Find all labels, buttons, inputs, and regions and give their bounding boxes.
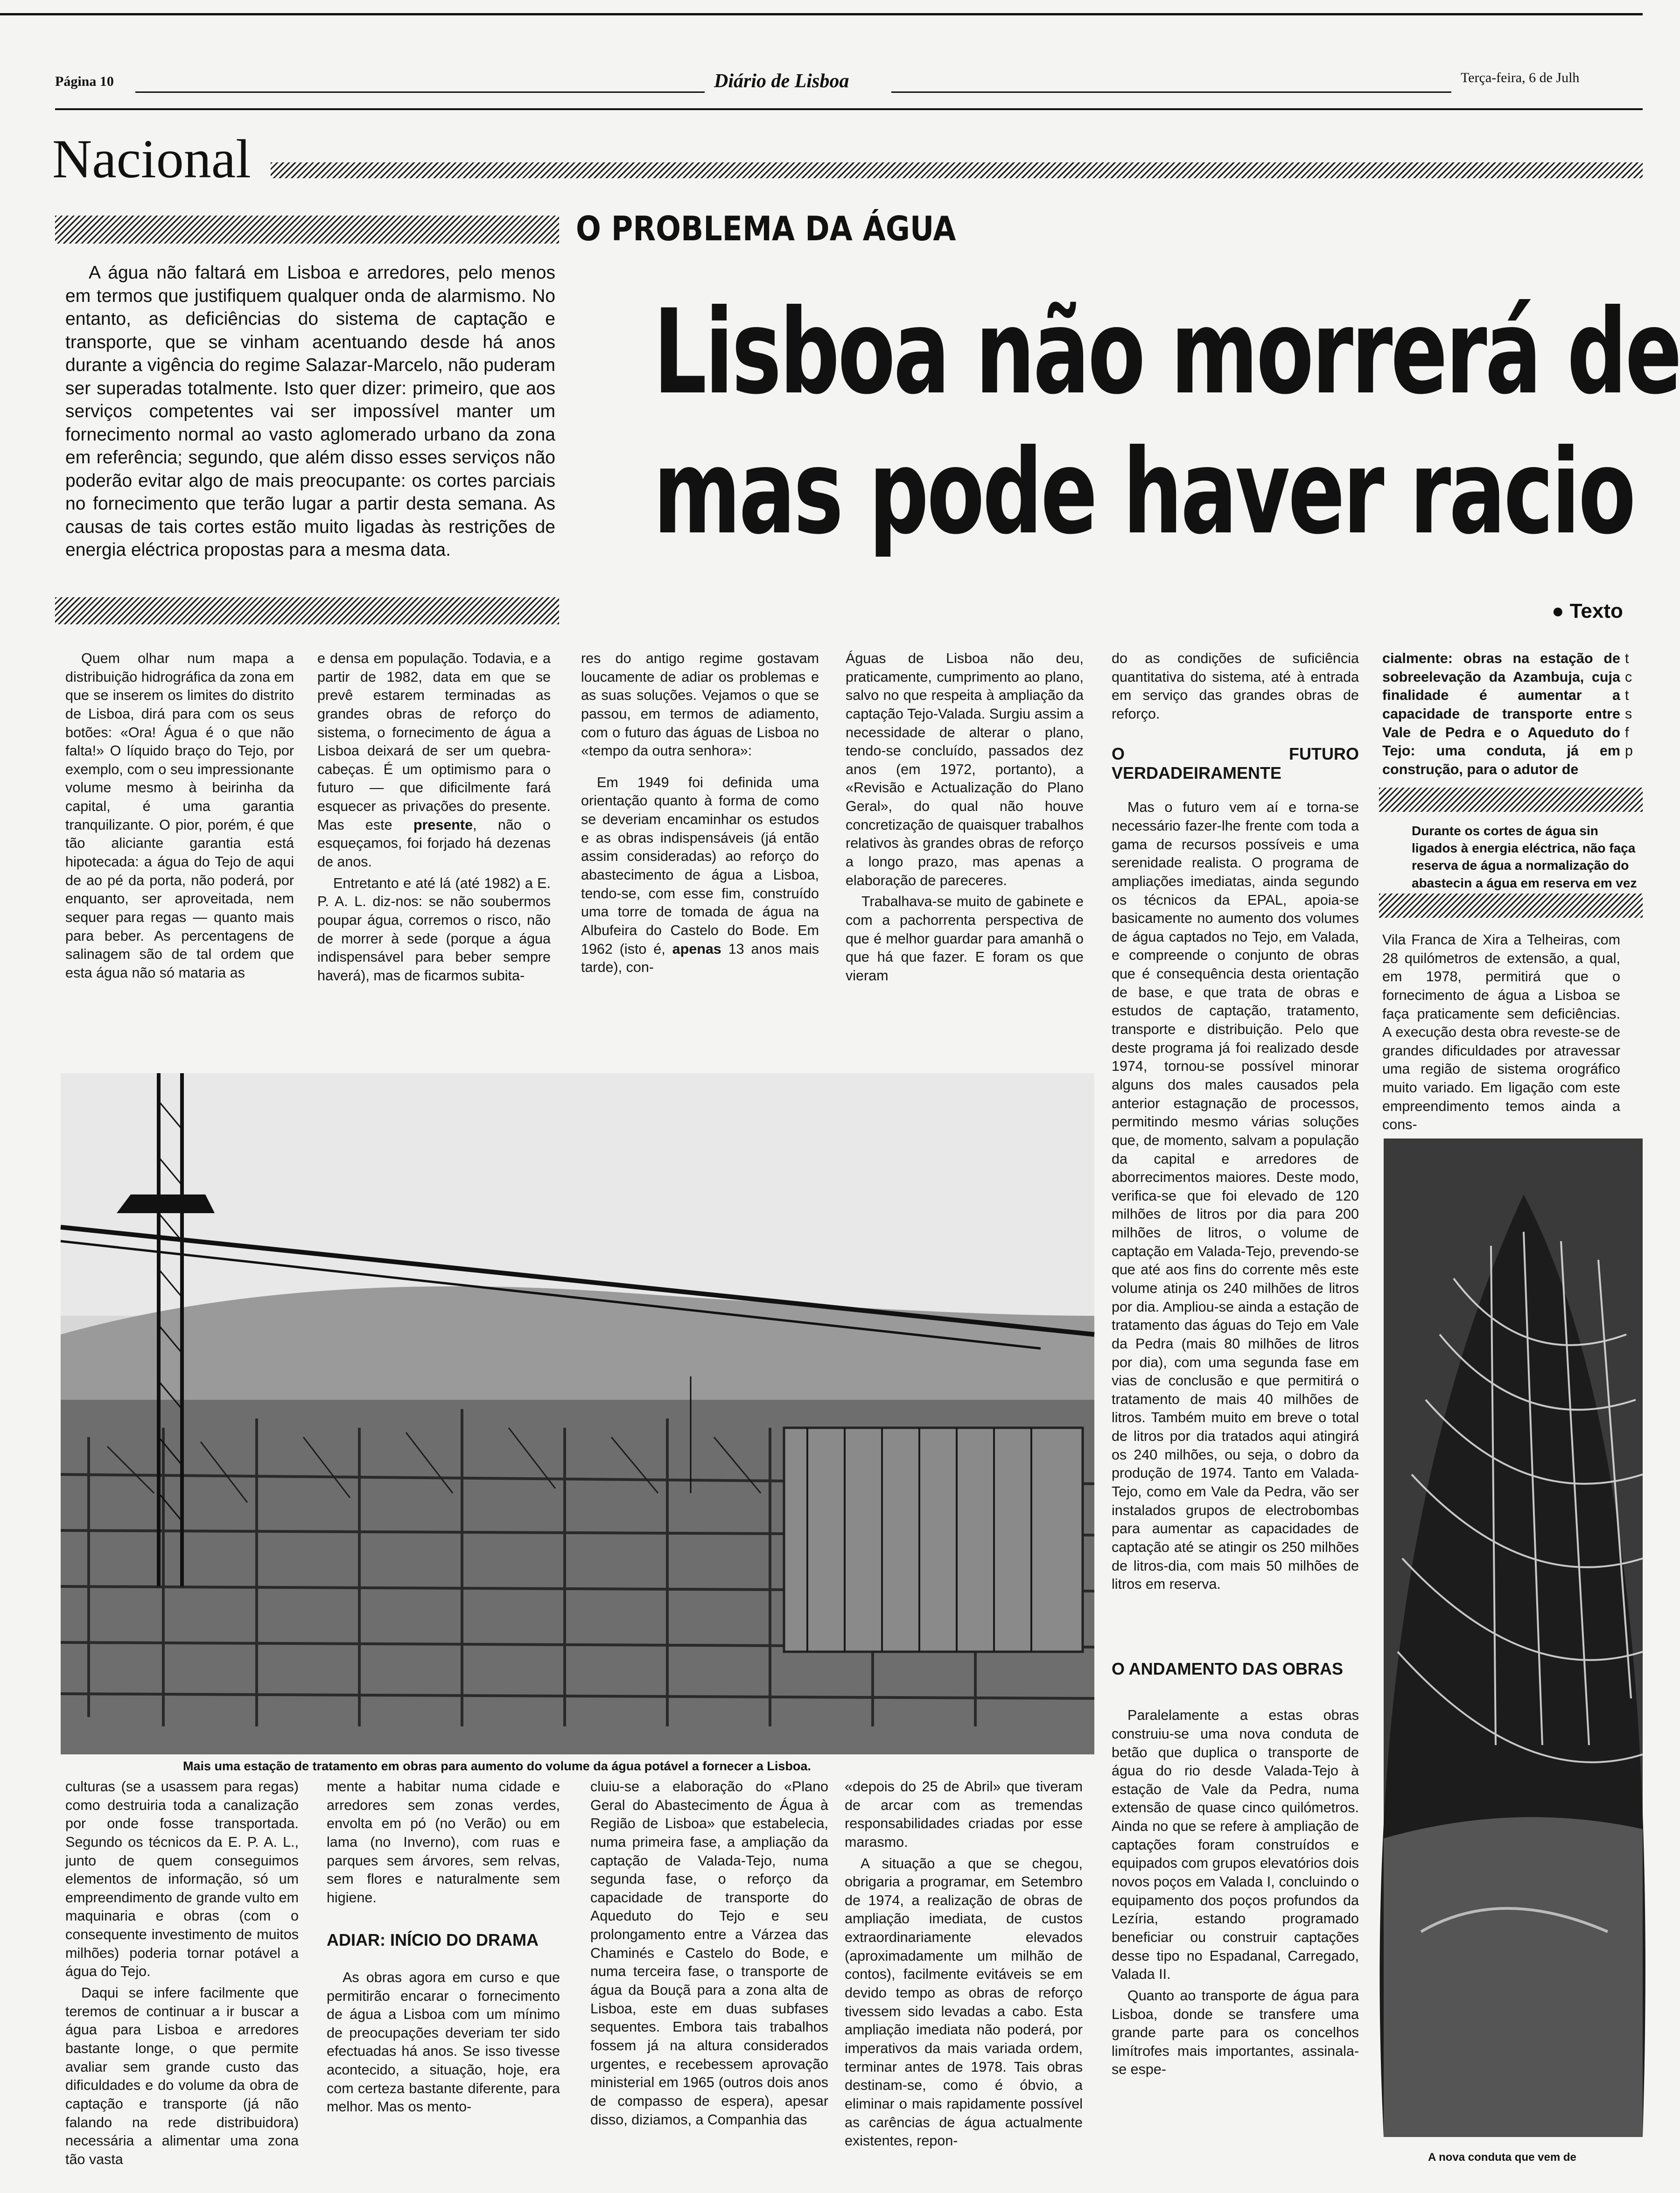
column-3-emphasis: apenas <box>672 941 721 957</box>
clipped-letter: t <box>1625 687 1629 704</box>
column-1-top-text: Quem olhar num mapa a distribuição hidrográfica da zona em que se inserem os limites do distrito de Lisboa, dirá para com os seus botões: «Ora! Água é o que não falta!» O líquido braço do Tejo, por exemplo, com o seu impressionante volume mesmo à beirinha da capital, é uma garantia tranquilizante. O pior, porém, é que tão aliciante garantia está hipotecada: a água do Tejo de aqui de ao pé da porta, não poderá, por enquanto, ser aproveitada, nem sequer para regas — quanto mais para beber. As percentagens de salinagem são de tal ordem que esta água não só mataria as <box>65 650 294 981</box>
pipe-tunnel-image <box>1384 1138 1643 2137</box>
issue-date: Terça-feira, 6 de Julh <box>1461 70 1580 85</box>
clipped-letter: f <box>1625 724 1629 740</box>
column-1-bottom <box>65 1778 299 2188</box>
column-7-clipped <box>1625 650 1639 775</box>
column-5-paragraph-1: Mas o futuro vem aí e torna-se necessário fazer-lhe frente com toda a gama de recursos possíveis e uma serenidade realista. O programa de ampliações imediatas, ainda segundo os técnicos da EPAL, apoia-se basicamente no aumento dos volumes de água captados no Tejo, em Valada, e compreende o conjunto de obras que é consequência desta orientação de base, e que trata de obras e estudos de captação, tratamento, transporte e distribuição. Pelo que deste programa já foi realizado desde 1974, tornou-se possível minorar alguns dos males causados pela anterior estagnação de processos, permitindo mesmo várias soluções que, de momento, salvam a população da capital e arredores de aborrecimentos maiores. Deste modo, verifica-se que foi elevado de 120 milhões de litros por dia para 200 milhões de litros, o volume de captação em Valada-Tejo, prevendo-se que até aos fins do corrente mês este volume atinja os 240 milhões de litros por dia. Ampliou-se ainda a estação de tratamento das águas do Tejo em Vale da Pedra (mais 80 milhões de litros por dia), com uma segunda fase em vias de conclusão e que permitirá o tratamento de mais 40 milhões de litros. Também muito em breve o total de litros por dia tratados aqui atingirá os 240 milhões, ou seja, o dobro da produção de 1974. Tanto em Valada-Tejo, como em Vale da Pedra, vão ser instalados grupos de electrobombas para aumentar as capacidades de captação até se atingir os 250 milhões de litros-dia, com mais 50 milhões de litros em reserva. <box>1112 799 1359 1592</box>
box-hatch-top <box>1379 788 1643 812</box>
column-6-top <box>1382 650 1620 775</box>
tunnel-photo <box>1384 1138 1643 2137</box>
lead-hatch-top <box>55 216 559 244</box>
column-3-top-text-c: 13 anos mais tarde), con- <box>581 941 819 976</box>
tunnel-caption: A nova conduta que vem de <box>1428 2151 1576 2164</box>
subhead-delay: ADIAR: INÍCIO DO DRAMA <box>327 1930 539 1950</box>
masthead-rule-left <box>135 91 705 93</box>
construction-photo <box>61 1073 1094 1754</box>
column-3-top-text: res do antigo regime gostavam loucamente de adiar os problemas e as suas soluções. Vejamos o que se passou, em termos de adiamento, com o futuro das águas de Lisboa no «tempo da outra senhora»: <box>581 650 819 759</box>
column-1-bottom-text: culturas (se a usassem para regas) como destruiria toda a canalização por onde fosse transportada. Segundo os técnicos da E. P. A. L., junto de quem conseguimos elementos de informação, só um empreendimento de grande vulto em maquinaria e obras (com o consequente investimento de muitos milhões) poderia tornar potável a água do Tejo. <box>65 1779 299 1980</box>
lead-paragraph: A água não faltará em Lisboa e arredores, pelo menos em termos que justifiquem qualquer onda de alarmismo. No entanto, as deficiências do sistema de captação e transporte, que se vinham acentuando desde há anos durante a vigência do regime Salazar-Marcelo, não puderam ser superadas totalmente. Isto quer dizer: primeiro, que aos serviços competentes vai ser impossível manter um fornecimento normal ao vasto aglomerado urbano da zona em referência; segundo, que além disso esses serviços não poderão evitar algo de mais preocupante: os cortes parciais no fornecimento que terão lugar a partir desta semana. As causas de tais cortes estão muito ligadas às restrições de energia eléctrica propostas para a mesma data. <box>65 263 555 560</box>
subhead-progress: O ANDAMENTO DAS OBRAS <box>1112 1659 1344 1678</box>
top-rule <box>0 13 1643 15</box>
column-3-top <box>581 650 819 1072</box>
column-3-bottom-text: cluiu-se a elaboração do «Plano Geral do Abastecimento de Água à Região de Lisboa» que estabelecia, numa primeira fase, a ampliação da captação de Valada-Tejo, numa segunda fase, o reforço da capacidade de transporte do Aqueduto do Tejo e seu prolongamento entre a Várzea das Chaminés e Castelo do Bode, e numa terceira fase, o transporte de água da Bouçã para a zona alta de Lisboa, este em duas subfases sequentes. Embora tais trabalhos fossem já na altura considerados urgentes, e recebessem aprovação ministerial em 1965 (outros dois anos de compasso de espera), apesar disso, diziamos, a Companhia das <box>590 1779 828 2128</box>
clipped-letter: s <box>1625 705 1632 722</box>
column-5 <box>1112 650 1359 2189</box>
column-5-intro: do as condições de suficiência quantitativa do sistema, até à entrada em serviço das grandes obras de reforço. <box>1112 650 1359 722</box>
clipped-letter: t <box>1625 650 1629 666</box>
column-2-bottom-text-b: As obras agora em curso e que permitirão encarar o fornecimento de água a Lisboa com um mínimo de preocupações deveriam ter sido efectuadas há anos. Se isso tivesse acontecido, a situação, hoje, era com certeza bastante diferente, para melhor. Mas os mento- <box>327 1969 560 2115</box>
column-2-top-text: e densa em população. Todavia, e a partir de 1982, data em que se prevê estarem terminadas as grandes obras de reforço do sistema, o fornecimento de água a Lisboa deixará de ser um quebra-cabeças. É um optimismo para o futuro — que dificilmente fará esquecer as privações do presente. Mas este <box>317 650 551 833</box>
photo-caption: Mais uma estação de tratamento em obras para aumento do volume da água potável a fornecer a Lisboa. <box>183 1759 811 1773</box>
column-5-paragraph-3: Quanto ao transporte de água para Lisboa, donde se transfere uma grande parte para os concelhos limítrofes mais importantes, assinala-se espe- <box>1112 1987 1359 2078</box>
masthead-rule-right <box>891 91 1451 93</box>
column-6-bottom <box>1382 931 1620 1133</box>
crane-construction-image <box>61 1073 1094 1754</box>
column-4-bottom-text-b: A situação a que se chegou, obrigaria a programar, em Setembro de 1974, a realização de obras de ampliação imediata, de custos extraordinariamente elevados (aproximadamente um milhão de contos), facilmente evitáveis se em devido tempo as obras de reforço tivessem sido levadas a cabo. Esta ampliação imediata não poderá, por imperativos da mais variada ordem, terminar antes de 1978. Tais obras destinam-se, como é óbvio, a eliminar o mais rapidamente possível as carências de água actualmente existentes, repon- <box>845 1855 1083 2149</box>
advice-box: Durante os cortes de água sin ligados à energia eléctrica, não faça reserva de água a normalização do abastecin a água em reserva em vez <box>1412 824 1637 890</box>
section-hatch-bar <box>271 162 1643 178</box>
column-1-top <box>65 650 294 1072</box>
kicker: O PROBLEMA DA ÁGUA <box>576 209 956 248</box>
lead-hatch-bottom <box>55 597 559 624</box>
column-2-emphasis: presente <box>413 817 473 833</box>
clipped-letter: p <box>1625 743 1633 759</box>
masthead-underline <box>55 108 1643 110</box>
byline: ● Texto <box>1552 600 1623 622</box>
headline-line-2: mas pode haver racio <box>653 424 1634 560</box>
section-title: Nacional <box>52 128 251 189</box>
column-4-top-text-b: Trabalhava-se muito de gabinete e com a pachorrenta perspectiva de que é melhor guardar para amanhã o que há que fazer. E foram os que vieram <box>846 894 1084 984</box>
newspaper-title: Diário de Lisboa <box>714 70 849 92</box>
column-4-bottom <box>845 1778 1083 2188</box>
column-6-bottom-text: Vila Franca de Xira a Telheiras, com 28 quilómetros de extensão, a qual, em 1978, permitirá que o fornecimento de água a Lisboa se faça praticamente sem deficiências. A execução desta obra reveste-se de grandes dificuldades por atravessar uma região de sistema orográfico muito variado. Em ligação com este empreendimento temos ainda a cons- <box>1382 932 1620 1133</box>
column-4-top-text: Águas de Lisboa não deu, praticamente, cumprimento ao plano, salvo no que respeita à ampliação da captação Tejo-Valada. Surgiu assim a necessidade de alterar o plano, tendo-se concluído, passados dez anos (em 1972, portanto), a «Revisão e Actualização do Plano Geral», do qual não houve concretização de quaisquer trabalhos relativos às grandes obras de reforço a longo prazo, mas apenas a elaboração de pareceres. <box>846 650 1084 888</box>
column-5-paragraph-2: Paralelamente a estas obras construiu-se uma nova conduta de betão que duplica o transporte de água do rio desde Valada-Tejo à estação de Vale da Pedra, numa extensão de quase cinco quilómetros. Ainda no que se refere à ampliação de captações foram construídos e equipados com grupos elevatórios dois novos poços em Valada I, concluindo o equipamento dos poços profundos da Lezíria, estando programado beneficiar ou construir captações desse tipo no Espadanal, Carregado, Valada II. <box>1112 1707 1359 1983</box>
column-3-bottom <box>590 1778 828 2188</box>
clipped-letter: c <box>1625 669 1632 685</box>
column-3-top-text-b: Em 1949 foi definida uma orientação quanto à forma de como se deveriam encaminhar os estudos e as obras indispensáveis (já então assim consideradas) ao reforço do abastecimento de água a Lisboa, tendo-se, com esse fim, construído uma torre de tomada de água na Albufeira do Castelo do Bode. Em 1962 (isto é, <box>581 774 819 957</box>
column-2-top-text-b: , não o esqueçamos, foi forjado há dezenas de anos. <box>317 817 551 870</box>
column-2-bottom-text: mente a habitar numa cidade e arredores sem zonas verdes, envolta em pó (no Verão) ou em lama (no Inverno), com ruas e parques sem árvores, sem relvas, sem flores e naturalmente sem higiene. <box>327 1779 560 1906</box>
column-4-top <box>846 650 1084 1072</box>
page-number: Página 10 <box>55 74 114 89</box>
column-4-bottom-text: «depois do 25 de Abril» que tiveram de arcar com as tremendas responsabilidades criadas por esse marasmo. <box>845 1779 1083 1850</box>
subhead-future: O FUTURO VERDADEIRAMENTE <box>1112 744 1359 782</box>
column-2-bottom <box>327 1778 560 2188</box>
column-2-top-text-c: Entretanto e até lá (até 1982) a E. P. A. L. diz-nos: se não soubermos poupar água, corremos o risco, não de morrer à sede (porque a água indispensável para beber sempre haverá), mas de ficarmos subita- <box>317 875 551 984</box>
column-2-top <box>317 650 551 1072</box>
headline-line-1: Lisboa não morrerá de <box>653 284 1680 420</box>
column-1-bottom-text-b: Daqui se infere facilmente que teremos de continuar a ir buscar a água para Lisboa e arredores bastante longe, o que permite avaliar sem grande custo das dificuldades e do volume da obra de captação e transporte (já não falando na rede distribuidora) necessária a alimentar uma zona tão vasta <box>65 1985 299 2167</box>
box-hatch-bottom <box>1379 894 1643 918</box>
column-6-top-text: cialmente: obras na estação de sobreelevação da Azambuja, cuja finalidade é aumentar a capacidade de transporte entre Vale de Pedra e o Aqueduto do Tejo: uma conduta, já em construção, para o adutor de <box>1382 650 1620 777</box>
